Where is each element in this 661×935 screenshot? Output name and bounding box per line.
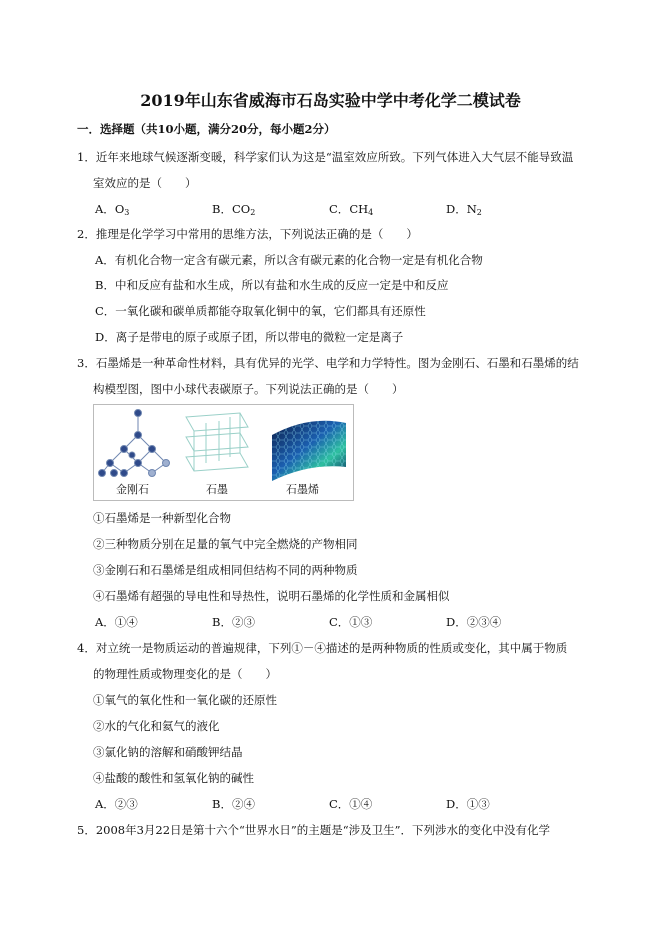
q3-statement-1: ①石墨烯是一种新型化合物 xyxy=(93,511,231,525)
q3-option-c: C．①③ xyxy=(329,615,373,629)
figure-label-diamond: 金刚石 xyxy=(116,483,149,496)
figure-label-graphene: 石墨烯 xyxy=(286,483,319,496)
q4-statement-1: ①氧气的氧化性和一氧化碳的还原性 xyxy=(93,693,277,707)
figure-label-graphite: 石墨 xyxy=(206,483,228,496)
q3-statement-3: ③金刚石和石墨烯是组成相同但结构不同的两种物质 xyxy=(93,563,358,577)
q4-statement-3: ③氯化钠的溶解和硝酸钾结晶 xyxy=(93,745,243,759)
q1-stem-line2: 室效应的是（ ） xyxy=(93,176,197,190)
q4-option-b: B．②④ xyxy=(212,797,255,811)
q4-statement-2: ②水的气化和氦气的液化 xyxy=(93,719,220,733)
q1-option-d: D．$N_2$ xyxy=(446,202,482,217)
q3-stem-line1: 3．石墨烯是一种革命性材料，具有优异的光学、电学和力学特性。图为金刚石、石墨和石墨烯的结 xyxy=(77,356,579,370)
q3-option-a: A．①④ xyxy=(95,615,138,629)
graphene-model xyxy=(272,421,346,481)
q1-options xyxy=(95,201,563,217)
q3-option-b: B．②③ xyxy=(212,615,255,629)
q2-option-d: D．离子是带电的原子或原子团，所以带电的微粒一定是离子 xyxy=(95,330,404,344)
q4-option-d: D．①③ xyxy=(446,797,490,811)
q1-option-c: C．$CH_4$ xyxy=(329,202,374,217)
page-title: 2019年山东省威海市石岛实验中学中考化学二模试卷 xyxy=(140,91,521,110)
q3-statement-2: ②三种物质分别在足量的氧气中完全燃烧的产物相同 xyxy=(93,537,358,551)
graphite-model xyxy=(186,413,248,471)
q4-option-c: C．①④ xyxy=(329,797,373,811)
q1-option-a: A．$O_3$ xyxy=(95,202,130,217)
q3-options xyxy=(95,614,563,630)
q4-options xyxy=(95,796,563,812)
q3-option-d: D．②③④ xyxy=(446,615,502,629)
q2-option-b: B．中和反应有盐和水生成，所以有盐和水生成的反应一定是中和反应 xyxy=(95,278,449,292)
q4-option-a: A．②③ xyxy=(95,797,138,811)
q2-option-a: A．有机化合物一定含有碳元素，所以含有碳元素的化合物一定是有机化合物 xyxy=(95,253,483,267)
carbon-structure-figure xyxy=(93,404,354,501)
q2-stem: 2．推理是化学学习中常用的思维方法，下列说法正确的是（ ） xyxy=(77,227,418,241)
q2-option-c: C．一氧化碳和碳单质都能夺取氧化铜中的氧，它们都具有还原性 xyxy=(95,304,426,318)
q3-stem-line2: 构模型图，图中小球代表碳原子。下列说法正确的是（ ） xyxy=(93,382,404,396)
q4-stem-line2: 的物理性质或物理变化的是（ ） xyxy=(93,667,277,681)
diamond-model xyxy=(99,410,170,477)
q3-statement-4: ④石墨烯有超强的导电性和导热性，说明石墨烯的化学性质和金属相似 xyxy=(93,589,450,603)
q4-stem-line1: 4．对立统一是物质运动的普遍规律，下列①－④描述的是两种物质的性质或变化，其中属于物质 xyxy=(77,641,568,655)
q1-option-b: B．$CO_2$ xyxy=(212,202,256,217)
q4-statement-4: ④盐酸的酸性和氢氧化钠的碱性 xyxy=(93,771,254,785)
q1-stem-line1: 1．近年来地球气候逐渐变暖，科学家们认为这是“温室效应所致。下列气体进入大气层不能导致温 xyxy=(77,150,574,164)
q5-stem-line1: 5．2008年3月22日是第十六个“世界水日”的主题是“涉及卫生”．下列涉水的变化中没有化学 xyxy=(77,823,551,837)
section-heading: 一．选择题（共10小题，满分20分，每小题2分） xyxy=(77,122,336,136)
